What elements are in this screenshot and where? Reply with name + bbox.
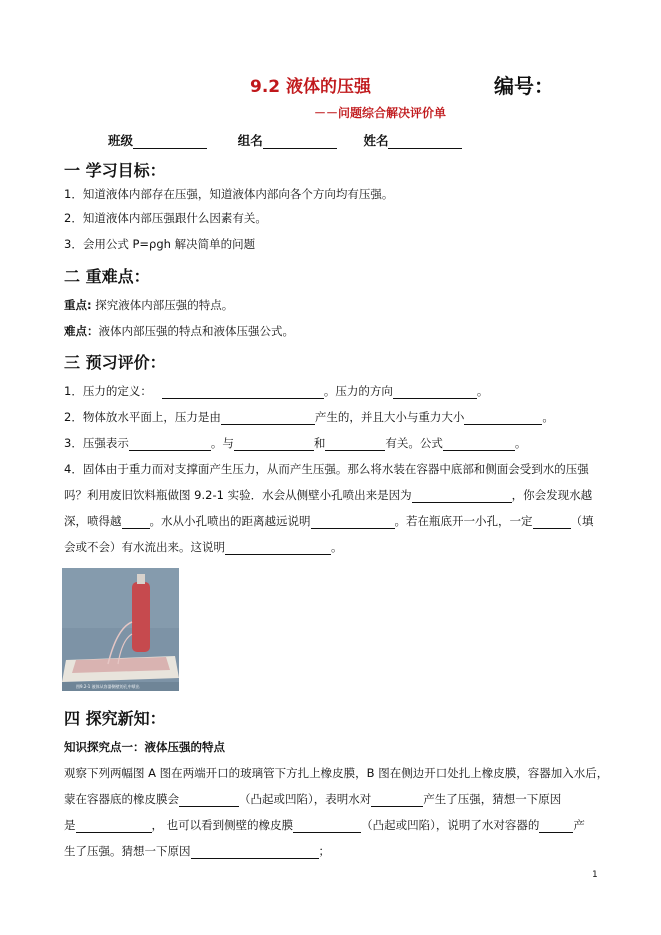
name-label: 姓名 <box>363 133 389 148</box>
q3-blank-2[interactable] <box>234 438 314 451</box>
difficult-point-label: 难点： <box>64 324 99 338</box>
knowledge-point-title: 知识探究点一：液体压强的特点 <box>64 740 225 754</box>
q4-blank-1[interactable] <box>412 490 512 503</box>
experiment-photo <box>62 568 179 691</box>
photo-caption: 图9.2-1 液体从容器侧壁的孔中喷出 <box>76 684 140 689</box>
key-point-text: 探究液体内部压强的特点。 <box>91 298 234 312</box>
page-subtitle: －－问题综合解决评价单 <box>314 106 447 120</box>
section-heading-preview: 三 预习评价： <box>64 353 166 372</box>
class-blank[interactable] <box>133 134 207 149</box>
explore-text-3d: 产 <box>573 818 585 832</box>
bottle-illustration <box>62 568 179 691</box>
explore-line-1: 观察下列两幅图 A 图在两端开口的玻璃管下方扎上橡皮膜，B 图在侧边开口处扎上橡皮膜，容器加入水后， <box>64 766 609 780</box>
question-3 <box>64 435 526 451</box>
goal-item-2: 2．知道液体内部压强跟什么因素有关。 <box>64 211 267 225</box>
section-heading-key-points: 二 重难点： <box>64 267 150 286</box>
q4-blank-2[interactable] <box>122 516 150 529</box>
difficult-point-line <box>64 323 294 339</box>
student-info-fields <box>108 131 462 149</box>
question-4-line-4 <box>64 539 343 555</box>
explore-text-3a: 是 <box>64 818 76 832</box>
q4-text-3a: 深，喷得越 <box>64 514 122 528</box>
explore-text-4a: 生了压强。猜想一下原因 <box>64 844 191 858</box>
q1-text-a: 1．压力的定义： <box>64 384 152 398</box>
q3-text-b: 。与 <box>210 436 234 450</box>
class-label: 班级 <box>108 133 134 148</box>
section-heading-goals: 一 学习目标： <box>64 161 166 180</box>
explore-text-2b: （凸起或凹陷），表明水对 <box>239 792 372 806</box>
page-number: 1 <box>592 870 598 880</box>
difficult-point-text: 液体内部压强的特点和液体压强公式。 <box>98 324 294 338</box>
q4-text-3b: 。水从小孔喷出的距离越远说明 <box>149 514 311 528</box>
explore-text-4b: ； <box>318 844 330 858</box>
explore-blank-2[interactable] <box>371 794 423 807</box>
q3-blank-3[interactable] <box>325 438 385 451</box>
key-point-label: 重点: <box>64 298 92 312</box>
explore-text-3b: ， 也可以看到侧壁的橡皮膜 <box>151 818 294 832</box>
explore-blank-1[interactable] <box>179 794 239 807</box>
q4-blank-4[interactable] <box>533 516 571 529</box>
q3-blank-1[interactable] <box>129 438 211 451</box>
q4-text-4b: 。 <box>331 540 343 554</box>
q4-blank-3[interactable] <box>311 516 395 529</box>
explore-line-4 <box>64 843 330 859</box>
goal-item-3: 3．会用公式 P=ρgh 解决简单的问题 <box>64 237 256 251</box>
key-point-line <box>64 297 233 313</box>
explore-blank-4[interactable] <box>293 820 361 833</box>
serial-number-label: 编号： <box>494 74 554 98</box>
name-blank[interactable] <box>388 134 462 149</box>
q4-text-4a: 会或不会）有水流出来。这说明 <box>64 540 225 554</box>
q2-text-c: 。 <box>542 410 554 424</box>
q3-text-c: 和 <box>313 436 326 450</box>
question-4-line-2 <box>64 487 592 503</box>
explore-line-3 <box>64 817 585 833</box>
q4-text-3d: （填 <box>570 514 594 528</box>
page-title: 9.2 液体的压强 <box>250 77 372 97</box>
q4-text-2a: 吗？利用废旧饮料瓶做图 9.2-1 实验．水会从侧壁小孔喷出来是因为 <box>64 488 412 502</box>
explore-text-3c: （凸起或凹陷），说明了水对容器的 <box>361 818 540 832</box>
q4-text-3c: 。若在瓶底开一小孔，一定 <box>394 514 533 528</box>
q1-blank-1[interactable] <box>162 386 324 399</box>
question-2 <box>64 409 554 425</box>
question-1 <box>64 383 488 399</box>
q3-text-d: 有关。公式 <box>385 436 443 450</box>
q3-text-e: 。 <box>514 436 527 450</box>
question-4-line-3 <box>64 513 594 529</box>
q4-text-2b: ，你会发现水越 <box>511 488 593 502</box>
q2-text-b: 产生的，并且大小与重力大小 <box>314 410 465 424</box>
explore-blank-5[interactable] <box>539 820 573 833</box>
q1-text-c: 。 <box>476 384 489 398</box>
goal-item-1: 1．知道液体内部存在压强，知道液体内部向各个方向均有压强。 <box>64 187 394 201</box>
q2-blank-2[interactable] <box>464 412 542 425</box>
group-blank[interactable] <box>263 134 337 149</box>
explore-text-2c: 产生了压强，猜想一下原因 <box>423 792 562 806</box>
section-heading-explore: 四 探究新知： <box>64 709 166 728</box>
q3-blank-4[interactable] <box>443 438 515 451</box>
q3-text-a: 3．压强表示 <box>64 436 129 450</box>
group-label: 组名 <box>237 133 263 148</box>
explore-blank-6[interactable] <box>191 846 319 859</box>
q4-blank-5[interactable] <box>225 542 331 555</box>
q2-blank-1[interactable] <box>221 412 315 425</box>
q1-blank-2[interactable] <box>393 386 477 399</box>
question-4-line-1: 4．固体由于重力而对支撑面产生压力，从而产生压强。那么将水装在容器中底部和侧面会受到水的压强 <box>64 462 589 476</box>
q1-text-b: 。压力的方向 <box>323 384 393 398</box>
explore-blank-3[interactable] <box>76 820 152 833</box>
q2-text-a: 2．物体放水平面上，压力是由 <box>64 410 221 424</box>
explore-text-2a: 蒙在容器底的橡皮膜会 <box>64 792 179 806</box>
explore-line-2 <box>64 791 561 807</box>
